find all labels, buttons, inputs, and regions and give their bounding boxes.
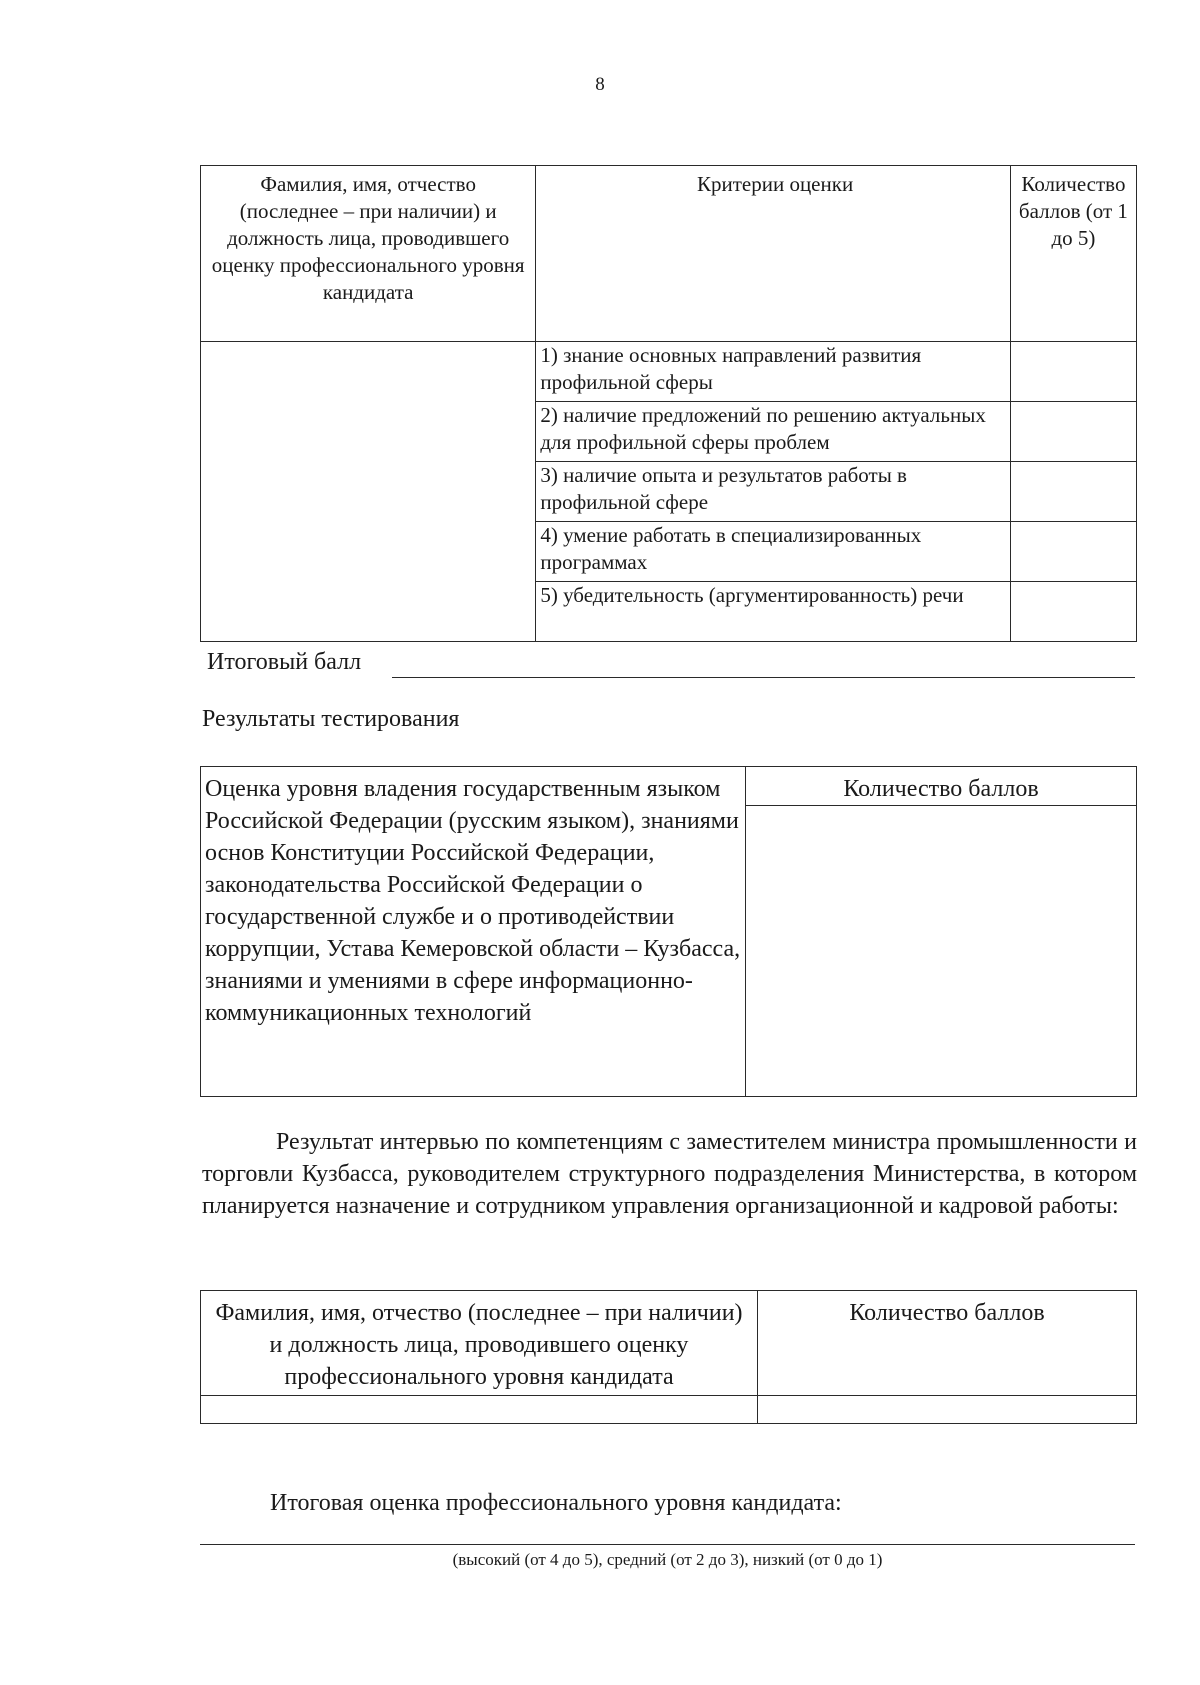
total-score-label: Итоговый балл	[207, 649, 362, 675]
header-person: Фамилия, имя, отчество (последнее – при наличии) и должность лица, проводившего оценку профессионального уровня кандидата	[201, 166, 536, 342]
final-assessment-note: (высокий (от 4 до 5), средний (от 2 до 3), низкий (от 0 до 1)	[452, 1550, 883, 1569]
interview-result-paragraph: Результат интервью по компетенциям с заместителем министра промышленности и торговли Кузбасса, руководителем структурного подразделения Министерства, в котором планируется назначение и сотрудником управления организационной и кадровой работы:	[202, 1129, 1137, 1219]
interview-person-cell[interactable]	[201, 1396, 758, 1424]
header-points: Количество баллов (от 1 до 5)	[1010, 166, 1136, 342]
testing-results-heading: Результаты тестирования	[202, 706, 460, 732]
testing-points-header: Количество баллов	[746, 767, 1137, 806]
testing-results-table	[200, 766, 1137, 1097]
final-assessment-label: Итоговая оценка профессионального уровня кандидата:	[270, 1490, 842, 1516]
evaluation-criteria-table	[200, 165, 1137, 642]
criterion-5: 5) убедительность (аргументированность) речи	[536, 582, 1011, 642]
assessment-description: Оценка уровня владения государственным языком Российской Федерации (русским языком), знаниями основ Конституции Российской Федерации, законодательства Российской Федерации о государственной службе и о противодействии коррупции, Устава Кемеровской области – Кузбасса, знаниями и умениями в сфере информационно-коммуникационных технологий	[201, 767, 746, 1097]
points-cell-2[interactable]	[1010, 402, 1136, 462]
page-number: 8	[595, 74, 605, 95]
interview-header-person: Фамилия, имя, отчество (последнее – при наличии) и должность лица, проводившего оценку профессионального уровня кандидата	[201, 1291, 758, 1396]
criterion-4: 4) умение работать в специализированных программах	[536, 522, 1011, 582]
final-assessment-blank-line[interactable]	[200, 1544, 1135, 1545]
total-score-blank-line[interactable]	[392, 677, 1135, 678]
interview-results-table	[200, 1290, 1137, 1424]
criterion-2: 2) наличие предложений по решению актуальных для профильной сферы проблем	[536, 402, 1011, 462]
person-cell[interactable]	[201, 342, 536, 642]
points-cell-4[interactable]	[1010, 522, 1136, 582]
interview-header-points: Количество баллов	[758, 1291, 1137, 1396]
criterion-1: 1) знание основных направлений развития профильной сферы	[536, 342, 1011, 402]
criterion-3: 3) наличие опыта и результатов работы в профильной сфере	[536, 462, 1011, 522]
points-cell-5[interactable]	[1010, 582, 1136, 642]
header-criteria: Критерии оценки	[536, 166, 1011, 342]
points-cell-3[interactable]	[1010, 462, 1136, 522]
testing-points-cell[interactable]	[746, 806, 1137, 1097]
points-cell-1[interactable]	[1010, 342, 1136, 402]
interview-points-cell[interactable]	[758, 1396, 1137, 1424]
